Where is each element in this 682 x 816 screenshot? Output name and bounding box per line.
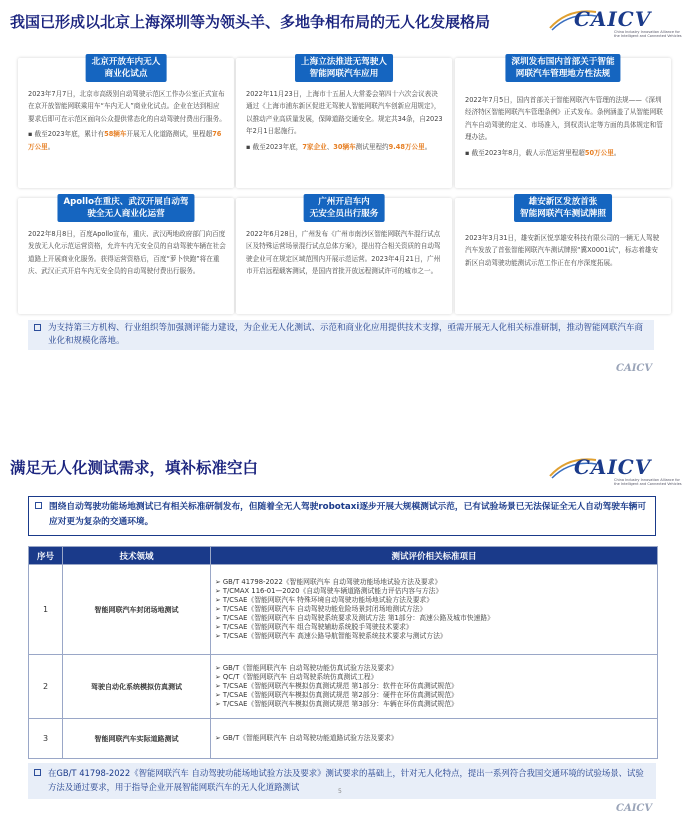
row-num: 2 (29, 655, 63, 719)
card-head-xiongan: 雄安新区发放首张 智能网联汽车测试牌照 (514, 194, 612, 222)
col-header-field: 技术领域 (63, 547, 211, 565)
slide-gap (0, 392, 682, 450)
page-number: 5 (338, 788, 342, 795)
footer-logo: CAICV (616, 803, 653, 814)
card-head-apollo: Apollo在重庆、武汉开展自动驾 驶全无人商业化运营 (57, 194, 194, 222)
logo-subtitle: China Industry Innovation Alliance for the Intelligent and Connected Vehicles (614, 30, 682, 38)
card-beijing (18, 58, 234, 188)
slide-1-summary: 为支持第三方机构、行业组织等加强测评能力建设，为企业无人化测试、示范和商业化应用提供技术支撑，亟需开展无人化相关标准研制，推动智能网联汽车商业化和规模化落地。 (28, 320, 654, 350)
row-items: ➢ GB/T《智能网联汽车 自动驾驶功能道路试验方法及要求》 (211, 719, 658, 759)
card-guangzhou (236, 198, 452, 314)
col-header-items: 测试评价相关标准项目 (211, 547, 658, 565)
col-header-num: 序号 (29, 547, 63, 565)
card-body-apollo: 2022年8月8日，百度Apollo宣布，重庆、武汉两地政府部门向百度发放无人化示范运营资格，允许车内无安全员的自动驾驶车辆在社会道路上开展商业化服务。获得运营资格后，百度“萝卜快跑”将在重庆、武汉正式开启车内无安全员的自动驾驶付费出行服务。 (28, 230, 226, 276)
logo-subtitle: China Industry Innovation Alliance for the Intelligent and Connected Vehicles (614, 478, 682, 486)
card-body-guangzhou: 2022年6月28日，广州发布《广州市南沙区智能网联汽车混行试点区及特殊运营场景混行试点总体方案》，提出符合相关资质的自动驾驶企业可在规定区域范围内开展示范运营。2023年4月21日，广州市开启远程载客测试，是国内首批开放远程测试许可的城市之一。 (246, 230, 441, 276)
caicv-logo (548, 4, 682, 38)
card-body-beijing: 2023年7月7日，北京市高级别自动驾驶示范区工作办公室正式宣布在京开放智能网联乘用车“车内无人”商业化试点。企业在达到相应要求后即可在示范区面向公众提供常态化的自动驾驶付费出行服务。 ▪ 截至2023年底，累计有58辆车开展无人化道路测试，里程超76万公里。 (28, 90, 226, 151)
card-head-shenzhen: 深圳发布国内首部关于智能 网联汽车管理地方性法规 (505, 54, 620, 82)
standards-table (28, 546, 658, 759)
footer-logo: CAICV (616, 363, 653, 374)
square-bullet-icon (35, 502, 42, 509)
slide-1-title: 我国已形成以北京上海深圳等为领头羊、多地争相布局的无人化发展格局 (10, 13, 491, 31)
card-xiongan (455, 198, 671, 314)
caicv-logo (548, 452, 682, 486)
card-body-xiongan: 2023年3月31日，雄安新区悦享雄安科技有限公司的一辆无人驾驶汽车发放了首张智能网联汽车测试牌照“冀X0001试”，标志着雄安新区自动驾驶功能测试示范工作正在有序深度拓展。 (465, 234, 660, 267)
card-shenzhen (455, 58, 671, 188)
table-row (29, 719, 658, 759)
logo-wordmark: CAICV (574, 455, 652, 479)
row-items: ➢ GB/T 41798-2022《智能网联汽车 自动驾驶功能场地试验方法及要求》 ➢ T/CMAX 116-01—2020《自动驾驶车辆道路测试能力评估内容与方法》 ➢ T/CSAE《智能网联汽车 特殊环境自动驾驶功能场地试验方法及要求》 ➢ T/CSAE《智能网联汽车 自动驾驶功能危险场景封闭场地测试方法》 ➢ T/CSAE《智能网联汽车 自动驾驶系统要求及测试方法 第1部分：高速公路及城市快速路》 ➢ T/CSAE《智能网联汽车 组合驾驶辅助系统脱手驾驶技术要求》 ➢ T/CSAE《智能网联汽车 高速公路导航智能驾驶系统技术要求与测试方法》 (211, 565, 658, 655)
card-head-shanghai: 上海立法推进无驾驶人 智能网联汽车应用 (295, 54, 393, 82)
slide-2-intro: 围绕自动驾驶功能场地测试已有相关标准研制发布，但随着全无人驾驶robotaxi逐步开展大规模测试示范，已有试验场景已无法保证全无人自动驾驶车辆可应对更为复杂的交通环境。 (28, 496, 656, 536)
table-header-row (29, 547, 658, 565)
slide-2-summary: 在GB/T 41798-2022《智能网联汽车 自动驾驶功能场地试验方法及要求》测试要求的基础上，针对无人化特点，提出一系列符合我国交通环境的试验场景、试验方法及通过要求，用于指导企业开展智能网联汽车的无人化道路测试 (28, 763, 656, 799)
logo-wordmark: CAICV (574, 7, 652, 31)
row-num: 1 (29, 565, 63, 655)
card-head-beijing: 北京开放车内无人 商业化试点 (86, 54, 167, 82)
row-field: 智能网联汽车实际道路测试 (63, 719, 211, 759)
card-body-shanghai: 2022年11月23日，上海市十五届人大常委会第四十六次会议表决通过《上海市浦东新区促进无驾驶人智能网联汽车创新应用规定》，以推动产业高质量发展，保障道路交通安全。规定共34条，自2023年2月1日起施行。 ▪ 截至2023年底，7家企业、30辆车测试里程约9.48万公里。 (246, 90, 443, 151)
slide-2 (0, 450, 682, 816)
table-row (29, 565, 658, 655)
table-row (29, 655, 658, 719)
row-num: 3 (29, 719, 63, 759)
slide-1 (0, 0, 682, 392)
card-body-shenzhen: 2022年7月5日，国内首部关于智能网联汽车管理的法规——《深圳经济特区智能网联汽车管理条例》正式发布。条例涵盖了从智能网联汽车自动驾驶的定义、市场准入，到权责认定等方面的具体规定和管理办法。 ▪ 截至2023年8月，载人示范运营里程超50万公里。 (465, 96, 663, 157)
slide-2-title: 满足无人化测试需求，填补标准空白 (10, 459, 259, 477)
card-head-guangzhou: 广州开启车内 无安全员出行服务 (304, 194, 385, 222)
square-bullet-icon (34, 769, 41, 776)
row-field: 驾驶自动化系统模拟仿真测试 (63, 655, 211, 719)
card-shanghai (236, 58, 452, 188)
row-items: ➢ GB/T《智能网联汽车 自动驾驶功能仿真试验方法及要求》 ➢ QC/T《智能网联汽车 自动驾驶系统仿真测试工程》 ➢ T/CSAE《智能网联汽车模拟仿真测试规范 第1部分：软件在环仿真测试规范》 ➢ T/CSAE《智能网联汽车模拟仿真测试规范 第2部分：硬件在环仿真测试规范》 ➢ T/CSAE《智能网联汽车模拟仿真测试规范 第3部分：车辆在环仿真测试规范》 (211, 655, 658, 719)
square-bullet-icon (34, 324, 41, 331)
card-apollo (18, 198, 234, 314)
row-field: 智能网联汽车封闭场地测试 (63, 565, 211, 655)
